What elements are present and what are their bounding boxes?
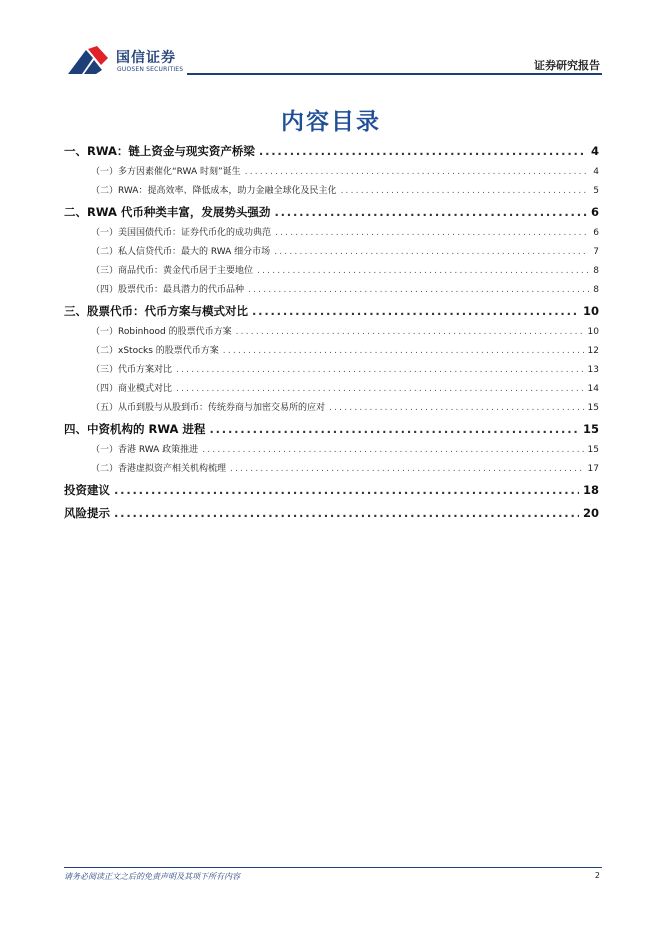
toc-leader-dots bbox=[114, 479, 579, 502]
footer-divider bbox=[64, 867, 602, 868]
toc-leader-dots bbox=[230, 460, 584, 479]
toc-leader-dots bbox=[274, 201, 587, 224]
toc-leader-dots bbox=[340, 182, 589, 201]
toc-leader-dots bbox=[275, 224, 589, 243]
toc-entry-page: 14 bbox=[587, 384, 599, 394]
toc-entry-page: 12 bbox=[587, 346, 599, 356]
report-type-label: 证券研究报告 bbox=[534, 59, 600, 72]
toc-entry-page: 4 bbox=[590, 144, 599, 158]
toc-section-entry[interactable] bbox=[64, 201, 599, 224]
toc-entry-label: （一）香港 RWA 政策推进 bbox=[91, 445, 199, 455]
toc-section-entry[interactable] bbox=[64, 140, 599, 163]
toc-entry-label: 风险提示 bbox=[64, 506, 110, 520]
footer-page-number: 2 bbox=[594, 871, 600, 880]
toc-entry-label: （二）xStocks 的股票代币方案 bbox=[91, 346, 219, 356]
toc-leader-dots bbox=[236, 323, 584, 342]
toc-section-entry[interactable] bbox=[64, 479, 599, 502]
toc-entry-page: 15 bbox=[582, 422, 599, 436]
toc-subsection-entry[interactable] bbox=[64, 224, 599, 243]
toc-entry-label: （一）美国国债代币：证券代币化的成功典范 bbox=[91, 228, 272, 238]
toc-entry-page: 4 bbox=[593, 167, 599, 177]
toc-leader-dots bbox=[329, 399, 584, 418]
toc-entry-label: （三）代币方案对比 bbox=[91, 365, 173, 375]
toc-entry-page: 15 bbox=[587, 403, 599, 413]
toc-entry-page: 8 bbox=[593, 285, 599, 295]
toc-subsection-entry[interactable] bbox=[64, 342, 599, 361]
toc-subsection-entry[interactable] bbox=[64, 182, 599, 201]
page-header bbox=[0, 0, 662, 80]
toc-entry-page: 8 bbox=[593, 266, 599, 276]
toc-entry-label: （一）Robinhood 的股票代币方案 bbox=[91, 327, 232, 337]
toc-entry-label: 四、中资机构的 RWA 进程 bbox=[64, 422, 206, 436]
toc-entry-label: （五）从币到股与从股到币：传统券商与加密交易所的应对 bbox=[91, 403, 326, 413]
footer-disclaimer: 请务必阅读正文之后的免责声明及其项下所有内容 bbox=[64, 872, 240, 881]
toc-entry-label: 投资建议 bbox=[64, 483, 110, 497]
toc-entry-label: 三、股票代币：代币方案与模式对比 bbox=[64, 304, 248, 318]
toc-section-entry[interactable] bbox=[64, 300, 599, 323]
toc-entry-page: 5 bbox=[593, 186, 599, 196]
toc-entry-page: 15 bbox=[587, 445, 599, 455]
toc-leader-dots bbox=[176, 361, 584, 380]
toc-entry-label: （三）商品代币：黄金代币居于主要地位 bbox=[91, 266, 254, 276]
toc-entry-label: （二）私人信贷代币：最大的 RWA 细分市场 bbox=[91, 247, 271, 257]
toc-entry-label: （二）香港虚拟资产相关机构梳理 bbox=[91, 464, 227, 474]
toc-subsection-entry[interactable] bbox=[64, 441, 599, 460]
toc-entry-label: 一、RWA：链上资金与现实资产桥梁 bbox=[64, 144, 255, 158]
toc-leader-dots bbox=[176, 380, 584, 399]
toc-leader-dots bbox=[223, 342, 584, 361]
toc-leader-dots bbox=[257, 262, 589, 281]
toc-leader-dots bbox=[259, 140, 587, 163]
toc-leader-dots bbox=[252, 300, 579, 323]
toc-section-entry[interactable] bbox=[64, 502, 599, 525]
toc-entry-label: 二、RWA 代币种类丰富，发展势头强劲 bbox=[64, 205, 271, 219]
toc-subsection-entry[interactable] bbox=[64, 380, 599, 399]
toc-leader-dots bbox=[209, 418, 579, 441]
toc-leader-dots bbox=[114, 502, 579, 525]
toc-entry-label: （四）商业模式对比 bbox=[91, 384, 173, 394]
toc-entry-page: 10 bbox=[582, 304, 599, 318]
brand-name-en: GUOSEN SECURITIES bbox=[117, 66, 184, 73]
toc-subsection-entry[interactable] bbox=[64, 163, 599, 182]
toc-entry-page: 20 bbox=[582, 506, 599, 520]
table-of-contents bbox=[64, 140, 599, 525]
toc-subsection-entry[interactable] bbox=[64, 361, 599, 380]
toc-entry-page: 10 bbox=[587, 327, 599, 337]
page-title: 内容目录 bbox=[281, 109, 381, 135]
toc-subsection-entry[interactable] bbox=[64, 262, 599, 281]
toc-entry-page: 17 bbox=[587, 464, 599, 474]
toc-subsection-entry[interactable] bbox=[64, 323, 599, 342]
toc-section-entry[interactable] bbox=[64, 418, 599, 441]
toc-leader-dots bbox=[202, 441, 583, 460]
guosen-logo-icon bbox=[66, 44, 110, 78]
toc-leader-dots bbox=[245, 163, 590, 182]
toc-leader-dots bbox=[248, 281, 589, 300]
toc-entry-label: （二）RWA：提高效率、降低成本，助力金融全球化及民主化 bbox=[91, 186, 337, 196]
toc-subsection-entry[interactable] bbox=[64, 399, 599, 418]
toc-entry-page: 18 bbox=[582, 483, 599, 497]
header-divider bbox=[187, 73, 602, 75]
toc-entry-page: 7 bbox=[593, 247, 599, 257]
toc-subsection-entry[interactable] bbox=[64, 243, 599, 262]
toc-entry-page: 6 bbox=[593, 228, 599, 238]
brand-name-cn: 国信证券 bbox=[116, 50, 176, 66]
toc-subsection-entry[interactable] bbox=[64, 460, 599, 479]
toc-entry-label: （一）多方因素催化“RWA 时刻”诞生 bbox=[91, 167, 241, 177]
toc-entry-page: 13 bbox=[587, 365, 599, 375]
toc-leader-dots bbox=[274, 243, 589, 262]
toc-entry-label: （四）股票代币：最具潜力的代币品种 bbox=[91, 285, 245, 295]
toc-subsection-entry[interactable] bbox=[64, 281, 599, 300]
toc-entry-page: 6 bbox=[590, 205, 599, 219]
